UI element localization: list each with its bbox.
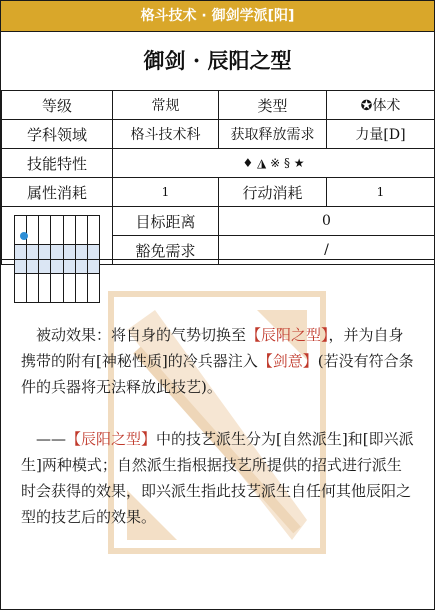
sword-intent-name: 【剑意】 [257, 352, 318, 370]
row-traits [2, 149, 435, 178]
passive-effect-paragraph [21, 322, 416, 400]
range-grid-cell [2, 207, 113, 265]
level-label: 等级 [2, 91, 113, 120]
traits-label: 技能特性 [2, 149, 113, 178]
attribute-cost-value: 1 [113, 178, 219, 207]
passive-effect-intro: 被动效果：将自身的气势切换至 [36, 326, 247, 344]
row-cost [2, 178, 435, 207]
range-grid-icon [14, 215, 100, 253]
action-cost-label: 行动消耗 [219, 178, 327, 207]
target-distance-label: 目标距离 [113, 207, 219, 236]
type-value: ✪体术 [327, 91, 435, 120]
derivation-paragraph [21, 426, 416, 530]
traits-symbols: ♦ ◮ ※ § ★ [113, 149, 435, 178]
stance-name: 【辰阳之型】 [246, 326, 329, 344]
discipline-label: 学科领域 [2, 120, 113, 149]
attribute-cost-label: 属性消耗 [2, 178, 113, 207]
description-text [21, 322, 416, 530]
target-distance-value: 0 [219, 207, 435, 236]
description-area [1, 259, 434, 610]
caster-position-dot [20, 232, 28, 240]
skill-info-table [1, 90, 435, 265]
type-label: 类型 [219, 91, 327, 120]
requirement-value: 力量[D] [327, 120, 435, 149]
save-value: / [219, 236, 435, 265]
requirement-label: 获取释放需求 [219, 120, 327, 149]
passive-effect-body: ，并为自身携带的附有[神秘性质]的冷兵器注入 [21, 326, 404, 370]
skill-title: 御剑 · 辰阳之型 [1, 31, 434, 91]
derivation-dash: —— [36, 430, 67, 448]
action-cost-value: 1 [327, 178, 435, 207]
level-value: 常规 [113, 91, 219, 120]
row-discipline [2, 120, 435, 149]
derivation-stance-name: 【辰阳之型】 [66, 430, 157, 448]
row-range [2, 207, 435, 236]
passive-effect-note: (若没有符合条件的兵器将无法释放此技艺)。 [21, 352, 414, 396]
derivation-body: 中的技艺派生分为[自然派生]和[即兴派生]两种模式；自然派生指根据技艺所提供的招式进行派生时会获得的效果，即兴派生指此技艺派生自任何其他辰阳之型的技艺后的效果。 [21, 430, 414, 526]
save-label: 豁免需求 [113, 236, 219, 265]
discipline-value: 格斗技术科 [113, 120, 219, 149]
row-level-type [2, 91, 435, 120]
card-header: 格斗技术 · 御剑学派[阳] [1, 1, 434, 31]
